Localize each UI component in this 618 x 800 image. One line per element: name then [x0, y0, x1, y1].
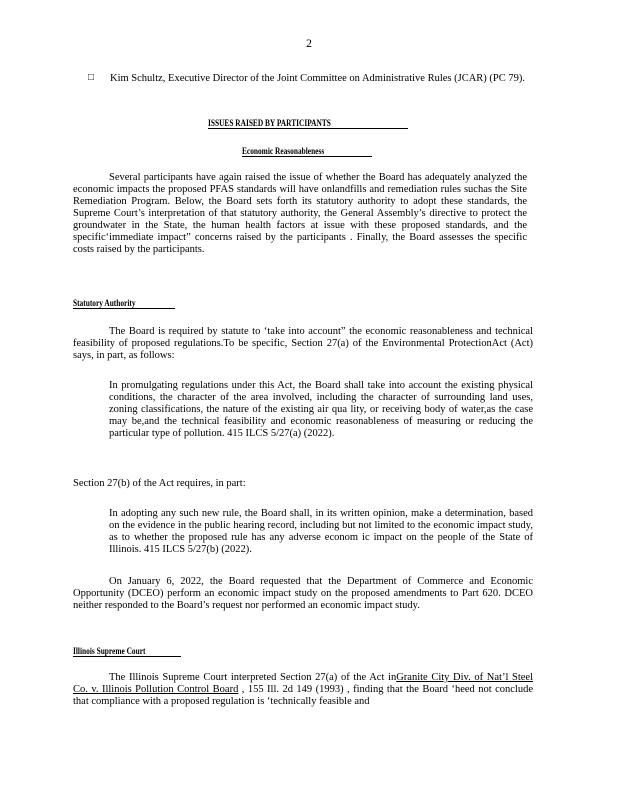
quote-section-27a: In promulgating regulations under this Act, the Board shall take into account the existing physical conditions, the character of the area involved, including the character of surrounding land uses, zoning classifications, the nature of the existing air qua lity, or receiving body of water,as the case may be,and the technical feasibility and economic reasonableness of measuring or reducing the particular type of pollution. 415 ILCS 5/27(a) (2022).: [109, 380, 533, 439]
bullet-item-text: Kim Schultz, Executive Director of the Joint Committee on Administrative Rules (JCAR) (PC 79).: [110, 73, 525, 84]
heading-underline: [73, 656, 181, 657]
case-citation: Granite City Div. of Nat’l Steel Co. v. Illinois Pollution Control Board: [73, 672, 533, 695]
heading-economic-reasonableness: Economic Reasonableness: [242, 146, 325, 156]
heading-statutory-authority: Statutory Authority: [73, 298, 136, 308]
paragraph-statutory: The Board is required by statute to ‘take into account” the economic reasonableness and technical feasibility of proposed regulations.To be specific, Section 27(a) of the Environmental ProtectionAct (Act) says, in part, as follows:: [73, 326, 533, 361]
paragraph-dceo: On January 6, 2022, the Board requested that the Department of Commerce and Economic Opportunity (DCEO) perform an economic impact study on the proposed amendments to Part 620. DCEO neither responded to the Board’s request nor performed an economic impact study.: [73, 576, 533, 611]
paragraph-economic-intro: Several participants have again raised the issue of whether the Board has adequately analyzed the economic impacts the proposed PFAS standards will have onlandfills and remediation rules suchas the Site Remediation Program. Below, the Board sets forth its statutory authority to adopt these standards, the Supreme Court’s interpretation of that statutory authority, the General Assembly’s directive to protect the groundwater in the State, the human health factors at issue with these proposed standards, and the specific‘immediate impact” concerns raised by the participants . Finally, the Board assesses the specific costs raised by the participants.: [73, 172, 527, 255]
heading-underline: [73, 308, 175, 309]
paragraph-section-27b: Section 27(b) of the Act requires, in part:: [73, 478, 246, 489]
heading-issues-raised: ISSUES RAISED BY PARTICIPANTS: [208, 118, 331, 128]
bullet-box-icon: □: [88, 72, 95, 83]
heading-illinois-supreme-court: Illinois Supreme Court: [73, 646, 146, 656]
paragraph-supreme-court: [73, 672, 533, 708]
paragraph-text: The Illinois Supreme Court interpreted Section 27(a) of the Act in: [109, 672, 397, 683]
quote-section-27b: In adopting any such new rule, the Board shall, in its written opinion, make a determination, based on the evidence in the public hearing record, including but not limited to the economic impact study, as to whether the proposed rule has any adverse econom ic impact on the people of the State of Illinois. 415 ILCS 5/27(b) (2022).: [109, 508, 533, 555]
page-number: 2: [306, 36, 312, 50]
heading-underline: [208, 128, 408, 129]
heading-underline: [242, 156, 372, 157]
paragraph-text: , 155 Ill. 2d 149 (1993) , finding that the Board ‘heed not conclude that compliance with a proposed regulation is ‘technically feasible and: [73, 684, 533, 707]
